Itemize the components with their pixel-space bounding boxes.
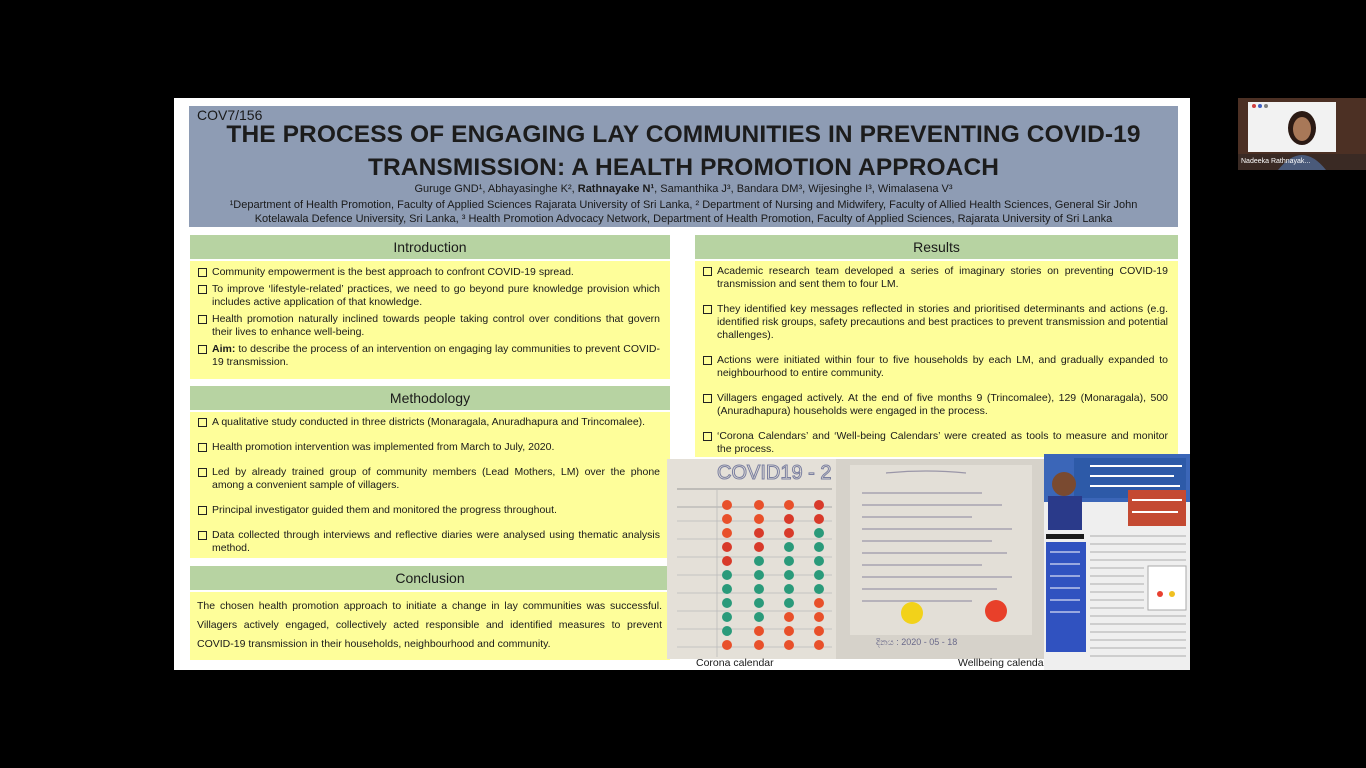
methodology-item: Data collected through interviews and reflective diaries were analysed using thematic analysis method.: [190, 529, 660, 555]
poster-header: [189, 106, 1178, 227]
results-heading: Results: [695, 235, 1178, 259]
introduction-aim: Aim: to describe the process of an intervention on engaging lay communities to prevent COVID-19 transmission.: [190, 343, 660, 369]
calendar-dot: [722, 514, 732, 524]
checkbox-bullet-icon: [703, 305, 712, 314]
calendar-dot: [722, 570, 732, 580]
checkbox-bullet-icon: [703, 394, 712, 403]
calendar-dot: [814, 640, 824, 650]
results-item: Academic research team developed a series of imaginary stories on preventing COVID-19 transmission and sent them to four LM.: [695, 265, 1168, 291]
calendar-dot: [754, 570, 764, 580]
corona-calendar-photo: [667, 459, 836, 659]
calendar-dot: [814, 570, 824, 580]
affiliation-line-2: Kotelawala Defence University, Sri Lanka, ³ Health Promotion Advocacy Network, Department of Health Promotion, Faculty of Applied Sciences, Rajarata University of Sri Lanka: [254, 213, 1113, 225]
checkbox-bullet-icon: [198, 443, 207, 452]
calendar-dot: [754, 640, 764, 650]
introduction-body: [190, 261, 670, 379]
calendar-dot: [814, 556, 824, 566]
calendar-dot: [784, 542, 794, 552]
authors-presenter: Rathnayake N¹: [577, 183, 655, 195]
calendar-dot: [814, 500, 824, 510]
conclusion-heading: Conclusion: [190, 566, 670, 590]
introduction-item: Community empowerment is the best approach to confront COVID-19 spread.: [190, 266, 660, 279]
checkbox-bullet-icon: [198, 506, 207, 515]
introduction-item: To improve ‘lifestyle-related’ practices, we need to go beyond pure knowledge provision which includes active application of that knowledge.: [190, 283, 660, 309]
conclusion-body: The chosen health promotion approach to initiate a change in lay communities was successful. Villagers actively engaged, collectively acted responsible and identified measures to prevent COVID-19 transmission in their households, neighbourhood and community.: [190, 592, 670, 660]
corona-calendar-caption: Corona calendar: [696, 657, 774, 669]
calendar-dot: [754, 514, 764, 524]
calendar-dot: [722, 500, 732, 510]
newspaper-clipping-photo: [1044, 454, 1190, 670]
results-item: Villagers engaged actively. At the end of five months 9 (Trincomalee), 129 (Monaragala), 500 (Anuradhapura) households were engaged in the process.: [695, 392, 1168, 418]
poster-code: COV7/156: [197, 107, 263, 123]
checkbox-bullet-icon: [198, 315, 207, 324]
calendar-dot: [754, 598, 764, 608]
calendar-dot: [722, 598, 732, 608]
calendar-dot: [754, 556, 764, 566]
checkbox-bullet-icon: [703, 432, 712, 441]
calendar-dot: [784, 584, 794, 594]
calendar-dot: [754, 612, 764, 622]
calendar-dot: [814, 514, 824, 524]
calendar-dot: [814, 612, 824, 622]
corona-calendar-image: [667, 459, 836, 659]
calendar-dot: [784, 556, 794, 566]
participant-name: Nadeeka Rathnayak...: [1241, 158, 1311, 165]
calendar-dot: [722, 556, 732, 566]
wellbeing-calendar-image: [836, 459, 1044, 659]
authors-before: Guruge GND¹, Abhayasinghe K²,: [414, 183, 578, 195]
checkbox-bullet-icon: [198, 285, 207, 294]
introduction-heading: Introduction: [190, 235, 670, 259]
checkbox-bullet-icon: [198, 345, 207, 354]
calendar-dot: [784, 528, 794, 538]
results-item: They identified key messages reflected in stories and prioritised determinants and actions (e.g. identified risk groups, safety precautions and best practices to prevent transmission and potential challenges).: [695, 303, 1168, 342]
checkbox-bullet-icon: [703, 267, 712, 276]
results-item: Actions were initiated within four to five households by each LM, and gradually expanded to neighbourhood to entire community.: [695, 354, 1168, 380]
wellbeing-date: දිනය : 2020 - 05 - 18: [876, 637, 958, 647]
calendar-dot: [722, 584, 732, 594]
calendar-dot: [722, 542, 732, 552]
calendar-dot: [784, 612, 794, 622]
results-body: [695, 261, 1178, 457]
methodology-item: Health promotion intervention was implemented from March to July, 2020.: [190, 441, 660, 454]
calendar-dot: [722, 612, 732, 622]
methodology-item: Principal investigator guided them and monitored the progress throughout.: [190, 504, 660, 517]
wellbeing-calendar-photo: [836, 459, 1044, 659]
wellbeing-calendar-caption: Wellbeing calenda: [958, 657, 1044, 669]
calendar-dot: [722, 626, 732, 636]
authors-after: , Samanthika J³, Bandara DM³, Wijesinghe I³, Wimalasena V³: [654, 183, 953, 195]
calendar-dot: [784, 570, 794, 580]
calendar-dot: [814, 626, 824, 636]
calendar-dot: [784, 598, 794, 608]
calendar-dot: [754, 500, 764, 510]
poster-affiliations: [203, 198, 1164, 226]
checkbox-bullet-icon: [198, 418, 207, 427]
newspaper-clipping-image: [1044, 454, 1190, 670]
calendar-dot: [814, 598, 824, 608]
shared-screen-slide: [174, 98, 1190, 670]
poster-authors: [189, 183, 1178, 195]
calendar-dot: [784, 514, 794, 524]
calendar-dot: [784, 626, 794, 636]
title-line-1: THE PROCESS OF ENGAGING LAY COMMUNITIES IN PREVENTING COVID-19: [226, 121, 1141, 148]
calendar-dot: [814, 528, 824, 538]
checkbox-bullet-icon: [198, 468, 207, 477]
introduction-item: Health promotion naturally inclined towards people taking control over conditions that govern their lives to enhance well-being.: [190, 313, 660, 339]
calendar-dot: [722, 528, 732, 538]
calendar-dot: [722, 640, 732, 650]
calendar-dot: [784, 640, 794, 650]
calendar-dot: [754, 584, 764, 594]
calendar-dot: [814, 584, 824, 594]
corona-calendar-heading: COVID19 - 2: [717, 462, 832, 484]
checkbox-bullet-icon: [198, 531, 207, 540]
calendar-dot: [754, 542, 764, 552]
title-line-2: TRANSMISSION: A HEALTH PROMOTION APPROACH: [367, 154, 1000, 181]
methodology-item: A qualitative study conducted in three districts (Monaragala, Anuradhapura and Trincomalee).: [190, 416, 660, 429]
results-item: ‘Corona Calendars’ and ‘Well-being Calendars’ were created as tools to measure and monitor the process.: [695, 430, 1168, 456]
methodology-body: [190, 412, 670, 558]
checkbox-bullet-icon: [703, 356, 712, 365]
methodology-heading: Methodology: [190, 386, 670, 410]
checkbox-bullet-icon: [198, 268, 207, 277]
calendar-dot: [814, 542, 824, 552]
poster-title: [189, 118, 1178, 184]
calendar-dot: [784, 500, 794, 510]
calendar-dot: [754, 528, 764, 538]
calendar-dot: [754, 626, 764, 636]
affiliation-line-1: ¹Department of Health Promotion, Faculty of Applied Sciences Rajarata University of Sri Lanka, ² Department of Nursing and Midwifery, Faculty of Allied Health Sciences, General Sir John: [229, 199, 1138, 211]
methodology-item: Led by already trained group of community members (Lead Mothers, LM) over the phone among a convenient sample of villagers.: [190, 466, 660, 492]
